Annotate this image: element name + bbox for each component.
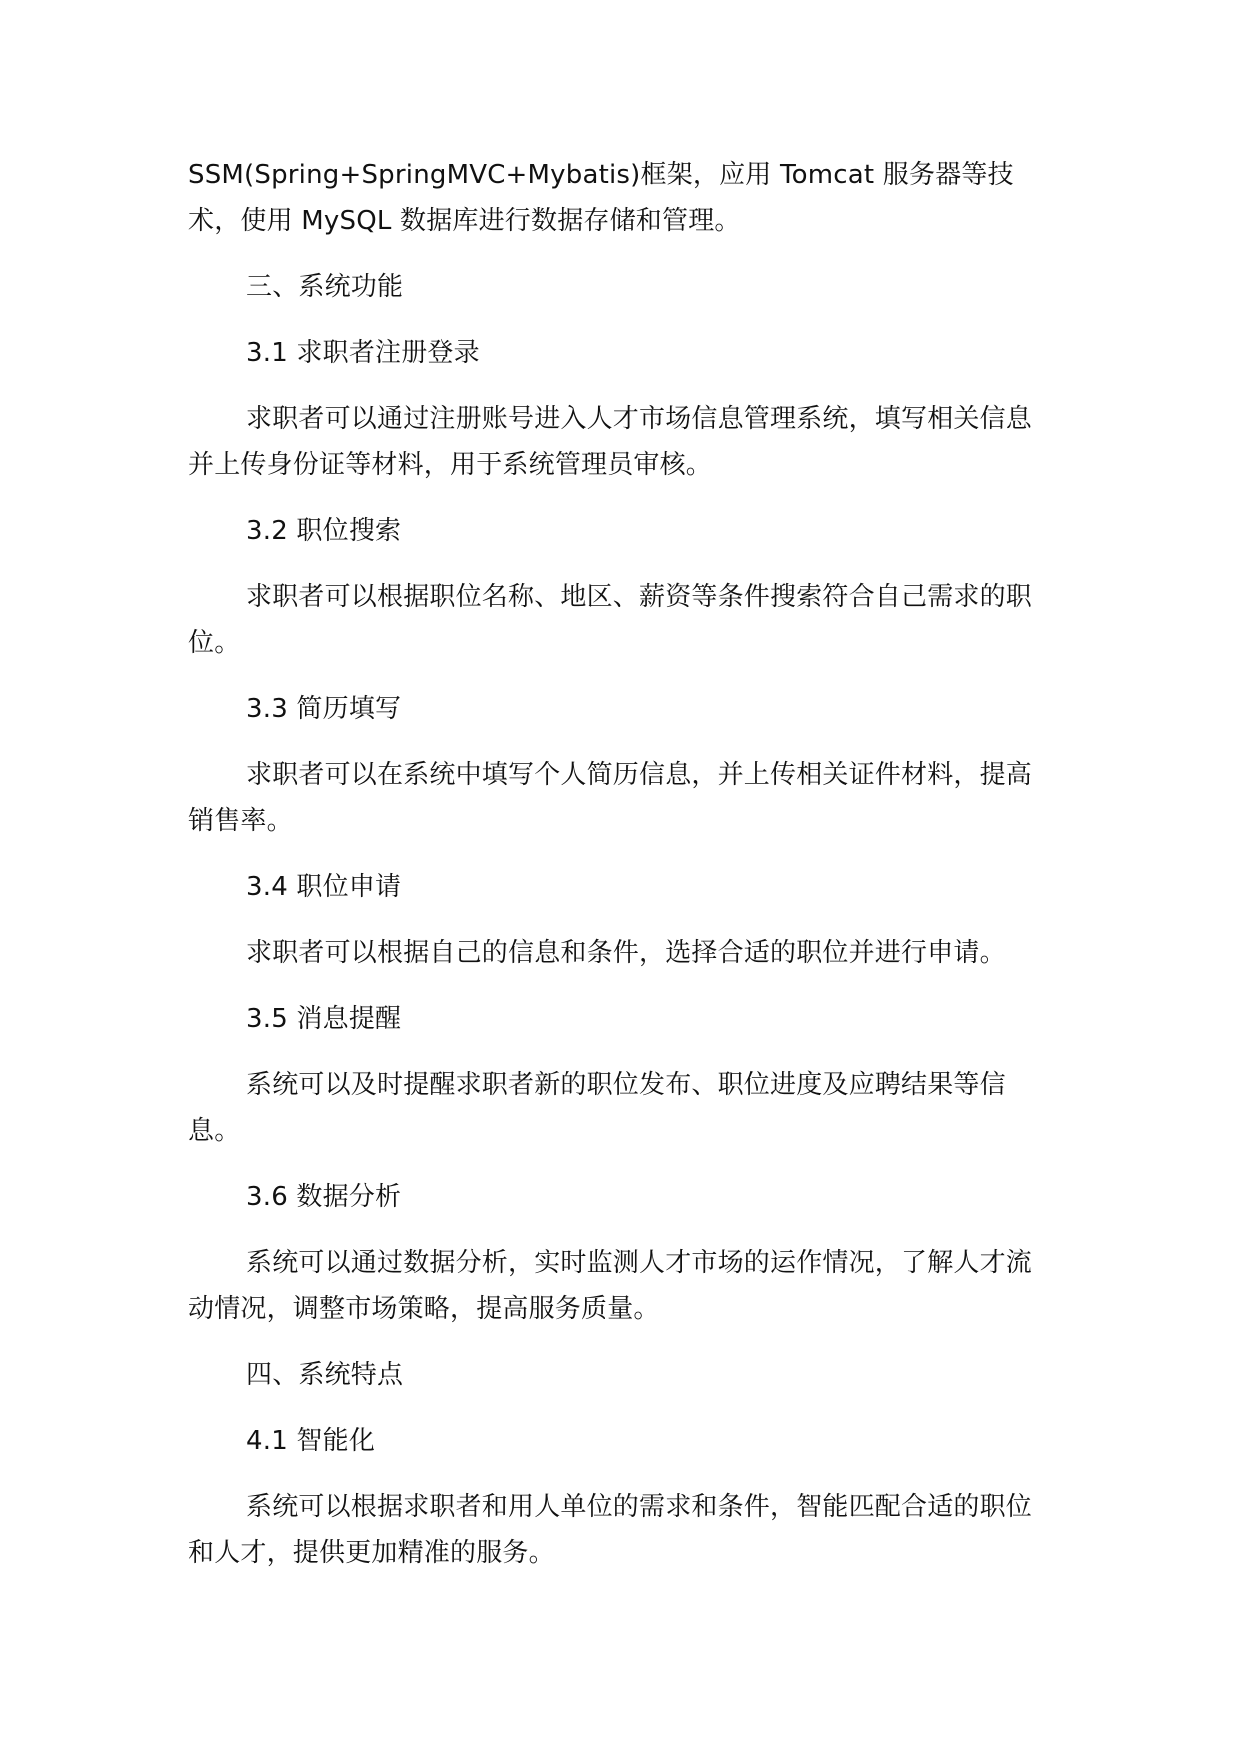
paragraph-3-4: 求职者可以根据自己的信息和条件，选择合适的职位并进行申请。	[246, 938, 1006, 968]
paragraph-3-6: 系统可以通过数据分析，实时监测人才市场的运作情况，了解人才流动情况，调整市场策略，提高服务质量。	[188, 1248, 1033, 1324]
paragraph-3-2: 求职者可以根据职位名称、地区、薪资等条件搜索符合自己需求的职位。	[188, 582, 1033, 658]
paragraph-3-1: 求职者可以通过注册账号进入人才市场信息管理系统，填写相关信息并上传身份证等材料，用于系统管理员审核。	[188, 404, 1033, 480]
paragraph-4-1: 系统可以根据求职者和用人单位的需求和条件，智能匹配合适的职位和人才，提供更加精准的服务。	[188, 1492, 1033, 1568]
paragraph-continuation-framework: SSM(Spring+SpringMVC+Mybatis)框架，应用 Tomcat 服务器等技术，使用 MySQL 数据库进行数据存储和管理。	[188, 160, 1014, 236]
subsection-heading-3-5: 3.5 消息提醒	[246, 1004, 402, 1034]
subsection-heading-3-3: 3.3 简历填写	[246, 694, 402, 724]
paragraph-3-5: 系统可以及时提醒求职者新的职位发布、职位进度及应聘结果等信息。	[188, 1070, 1006, 1146]
subsection-heading-4-1: 4.1 智能化	[246, 1426, 376, 1456]
paragraph-3-3: 求职者可以在系统中填写个人简历信息，并上传相关证件材料，提高销售率。	[188, 760, 1033, 836]
document-body	[188, 152, 1054, 1576]
section-heading-system-features: 四、系统特点	[246, 1360, 404, 1390]
section-heading-system-functions: 三、系统功能	[246, 272, 404, 302]
subsection-heading-3-2: 3.2 职位搜索	[246, 516, 402, 546]
subsection-heading-3-1: 3.1 求职者注册登录	[246, 338, 480, 368]
subsection-heading-3-6: 3.6 数据分析	[246, 1182, 402, 1212]
subsection-heading-3-4: 3.4 职位申请	[246, 872, 402, 902]
